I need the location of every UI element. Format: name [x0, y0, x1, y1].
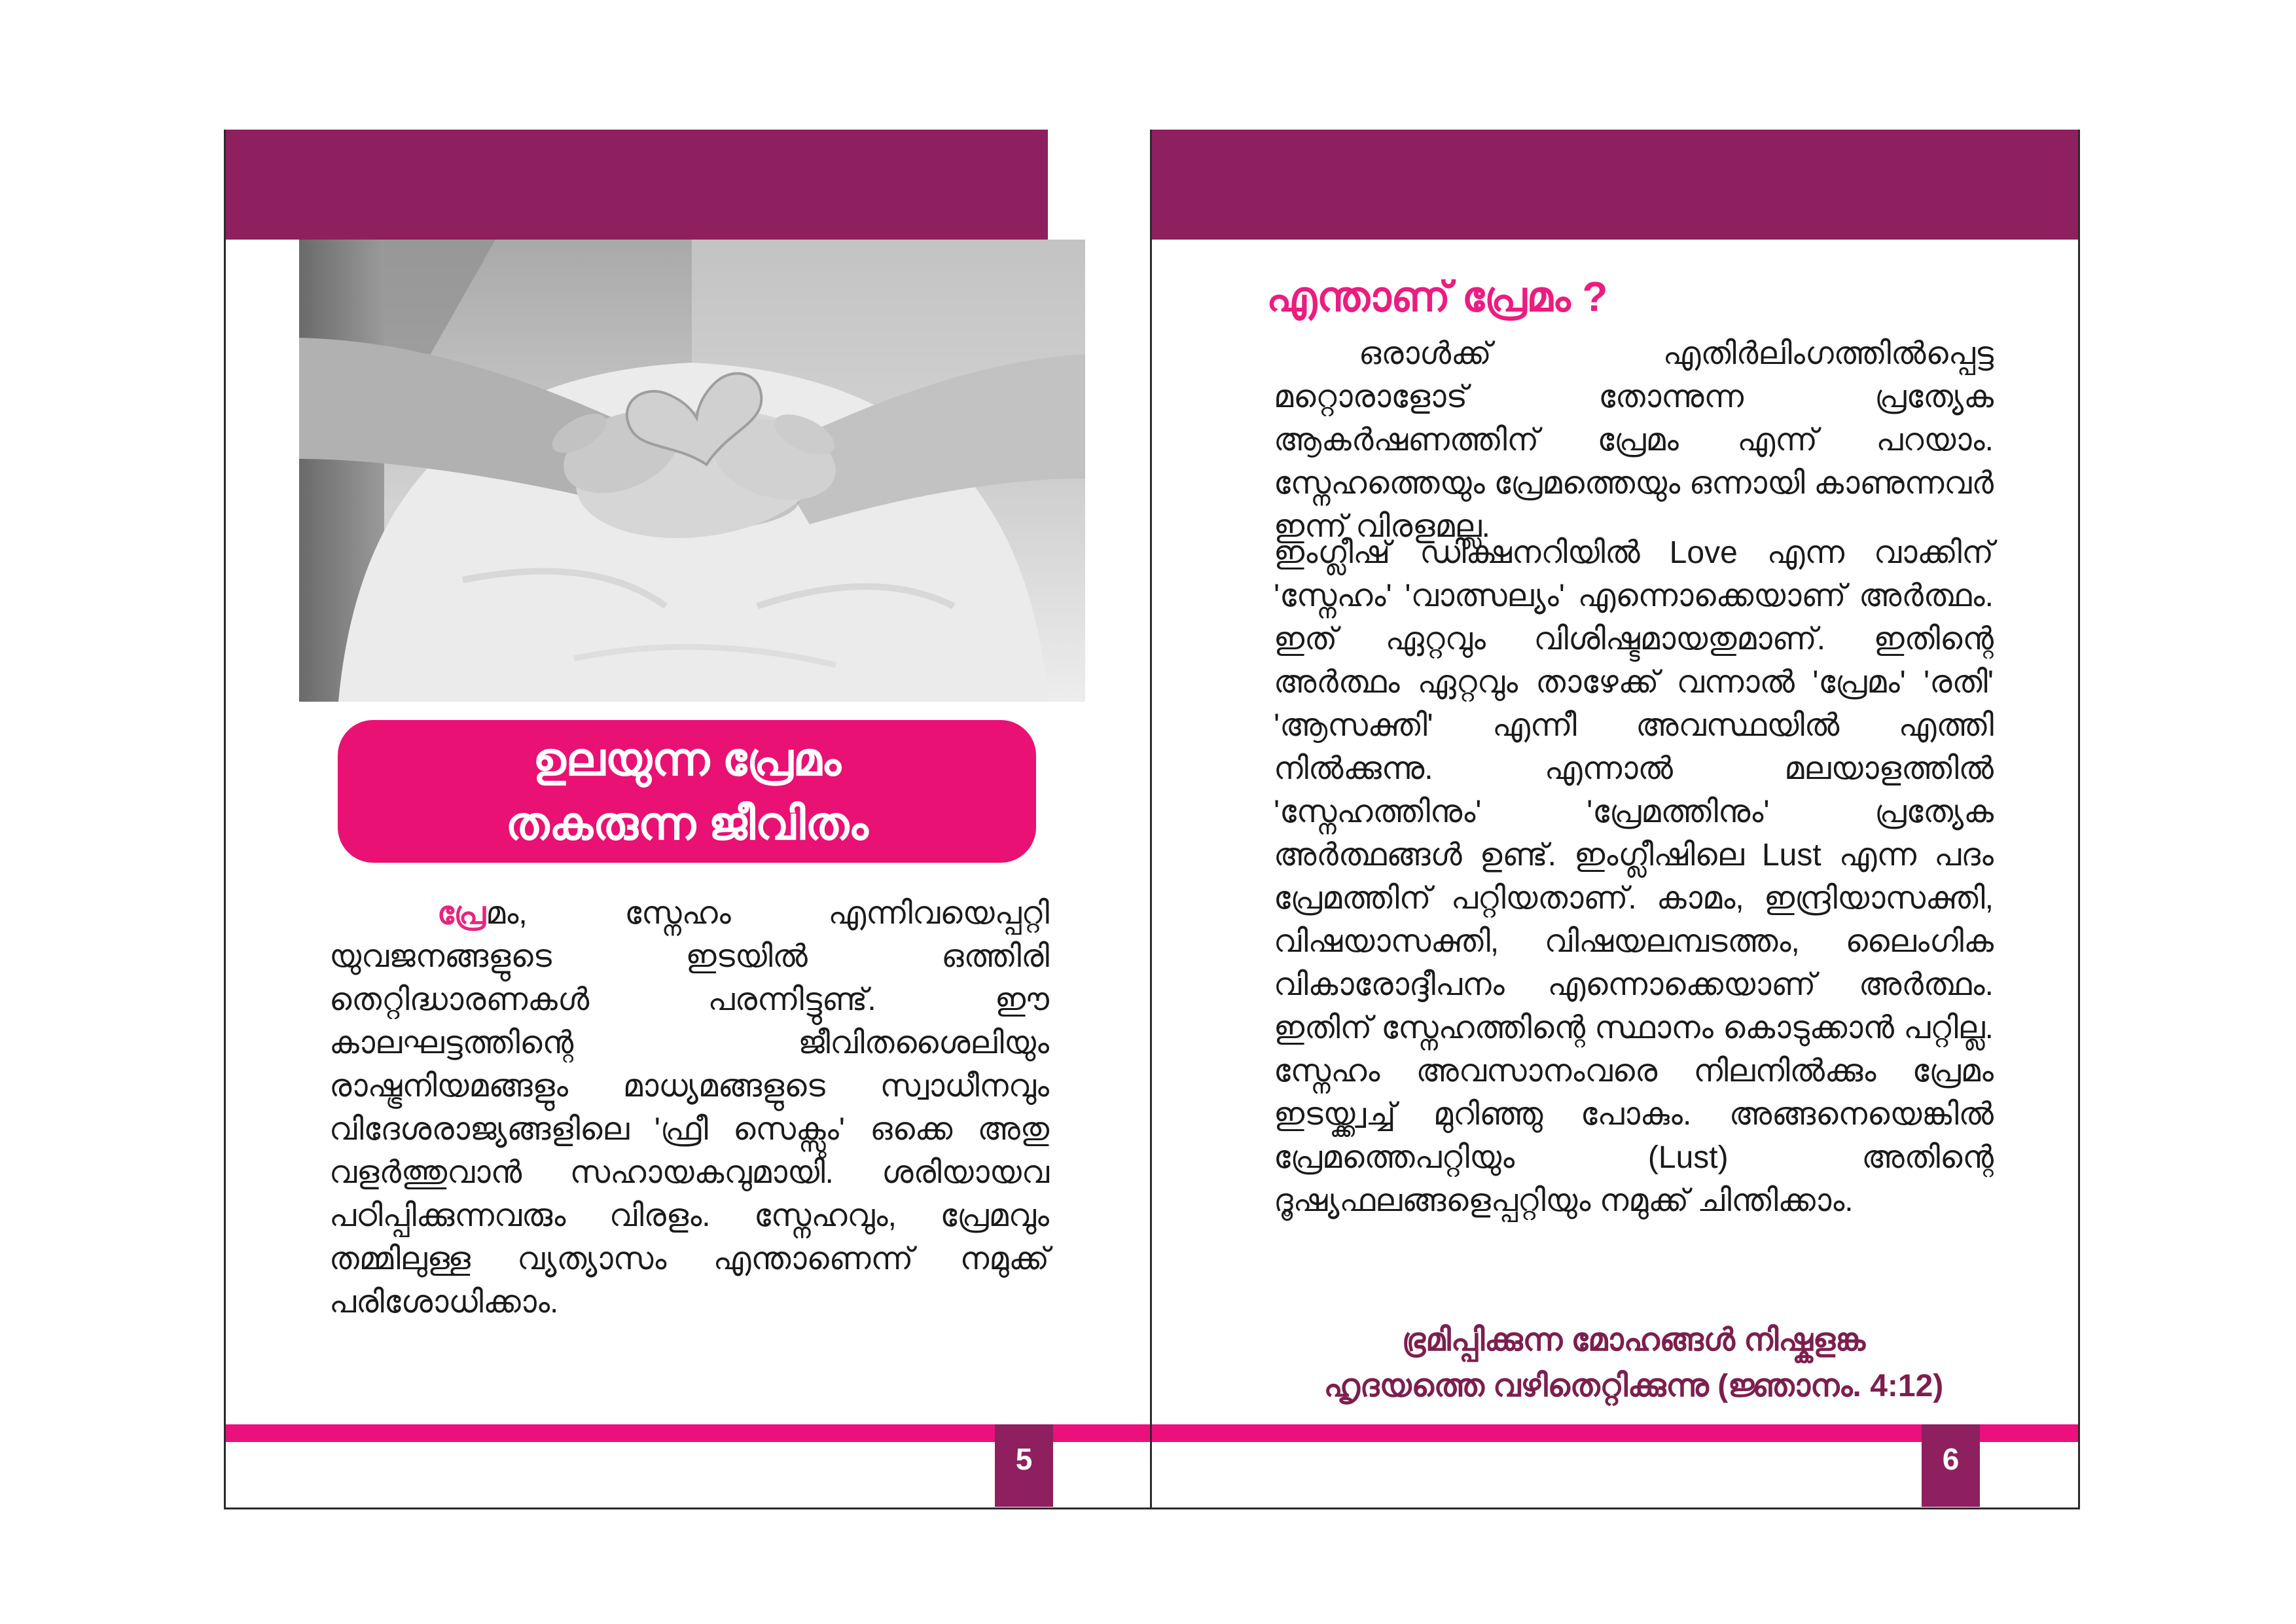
scripture-quote [1274, 1318, 1994, 1409]
right-page-paragraph-1: ഒരാൾക്ക് എതിർലിംഗത്തിൽപ്പെട്ട മറ്റൊരാളോട് തോന്നുന്ന പ്രത്യേക ആകർഷണത്തിന് പ്രേമം എന്ന് പറയാം. സ്നേഹത്തെയും പ്രേമത്തെയും ഒന്നായി കാണുന്നവർ ഇന്ന് വിരളമല്ല. [1274, 336, 1994, 544]
page-number-tab-6 [1922, 1424, 1980, 1507]
page-number: 6 [1942, 1442, 1960, 1476]
chapter-title-plate [338, 720, 1036, 863]
page-spine-divider [1150, 130, 1152, 1507]
scripture-quote-line1: ഭ്രമിപ്പിക്കുന്ന മോഹങ്ങൾ നിഷ്കളങ്ക [1401, 1323, 1866, 1358]
chapter-title-line1: ഉലയുന്ന പ്രേമം [533, 734, 841, 785]
bottom-accent-rule [226, 1424, 2078, 1442]
paragraph-lead-word: പ്രേ [437, 896, 486, 931]
two-page-spread [224, 130, 2080, 1509]
right-page-top-bar [1152, 130, 2078, 240]
left-page-top-bar [226, 130, 1048, 240]
hands-holding-heart-photo [299, 240, 1085, 702]
left-page-paragraph [329, 892, 1049, 1324]
right-page-paragraph-2: ഇംഗ്ലീഷ് ഡിക്ഷനറിയിൽ Love എന്ന വാക്കിന് 'സ്നേഹം' 'വാത്സല്യം' എന്നൊക്കെയാണ് അർത്ഥം. ഇത് ഏറ്റവും വിശിഷ്ടമായതുമാണ്. ഇതിന്റെ അർത്ഥം ഏറ്റവും താഴേക്ക് വന്നാൽ 'പ്രേമം' 'രതി' 'ആസക്തി' എന്നീ അവസ്ഥയിൽ എത്തി നിൽക്കുന്നു. എന്നാൽ മലയാളത്തിൽ 'സ്നേഹത്തിനും' 'പ്രേമത്തിനും' പ്രത്യേക അർത്ഥങ്ങൾ ഉണ്ട്. ഇംഗ്ലീഷിലെ Lust എന്ന പദം പ്രേമത്തിന് പറ്റിയതാണ്. കാമം, ഇന്ദ്രിയാസക്തി, വിഷയാസക്തി, വിഷയലമ്പടത്തം, ലൈംഗിക വികാരോദ്ദീപനം എന്നൊക്കെയാണ് അർത്ഥം. ഇതിന് സ്നേഹത്തിന്റെ സ്ഥാനം കൊടുക്കാൻ പറ്റില്ല. സ്നേഹം അവസാനംവരെ നിലനിൽക്കും പ്രേമം ഇടയ്ക്ക്വച്ച് മുറിഞ്ഞു പോകും. അങ്ങനെയെങ്കിൽ പ്രേമത്തെപറ്റിയും (Lust) അതിന്റെ ദൂഷ്യഫലങ്ങളെപ്പറ്റിയും നമുക്ക് ചിന്തിക്കാം. [1274, 535, 1994, 1218]
photo-illustration [299, 240, 1085, 702]
section-heading: എന്താണ് പ്രേമം ? [1266, 273, 1608, 320]
paragraph-body-text: മം, സ്നേഹം എന്നിവയെപ്പറ്റി യുവജനങ്ങളുടെ ഇടയിൽ ഒത്തിരി തെറ്റിദ്ധാരണകൾ പരന്നിട്ടുണ്ട്. ഈ കാലഘട്ടത്തിന്റെ ജീവിതശൈലിയും രാഷ്ട്രനിയമങ്ങളും മാധ്യമങ്ങളുടെ സ്വാധീനവും വിദേശരാജ്യങ്ങളിലെ 'ഫ്രീ സെക്സും' ഒക്കെ അതു വളർത്തുവാൻ സഹായകവുമായി. ശരിയായവ പഠിപ്പിക്കുന്നവരും വിരളം. സ്നേഹവും, പ്രേമവും തമ്മിലുള്ള വ്യത്യാസം എന്താണെന്ന് നമുക്ക് പരിശോധിക്കാം. [329, 896, 1049, 1320]
page-number-tab-5 [995, 1424, 1053, 1507]
chapter-title-line2: തകരുന്ന ജീവിതം [505, 798, 869, 849]
page-number: 5 [1015, 1442, 1033, 1476]
scripture-quote-line2: ഹൃദയത്തെ വഴിതെറ്റിക്കുന്നു (ജ്ഞാനം. 4:12) [1323, 1369, 1944, 1403]
